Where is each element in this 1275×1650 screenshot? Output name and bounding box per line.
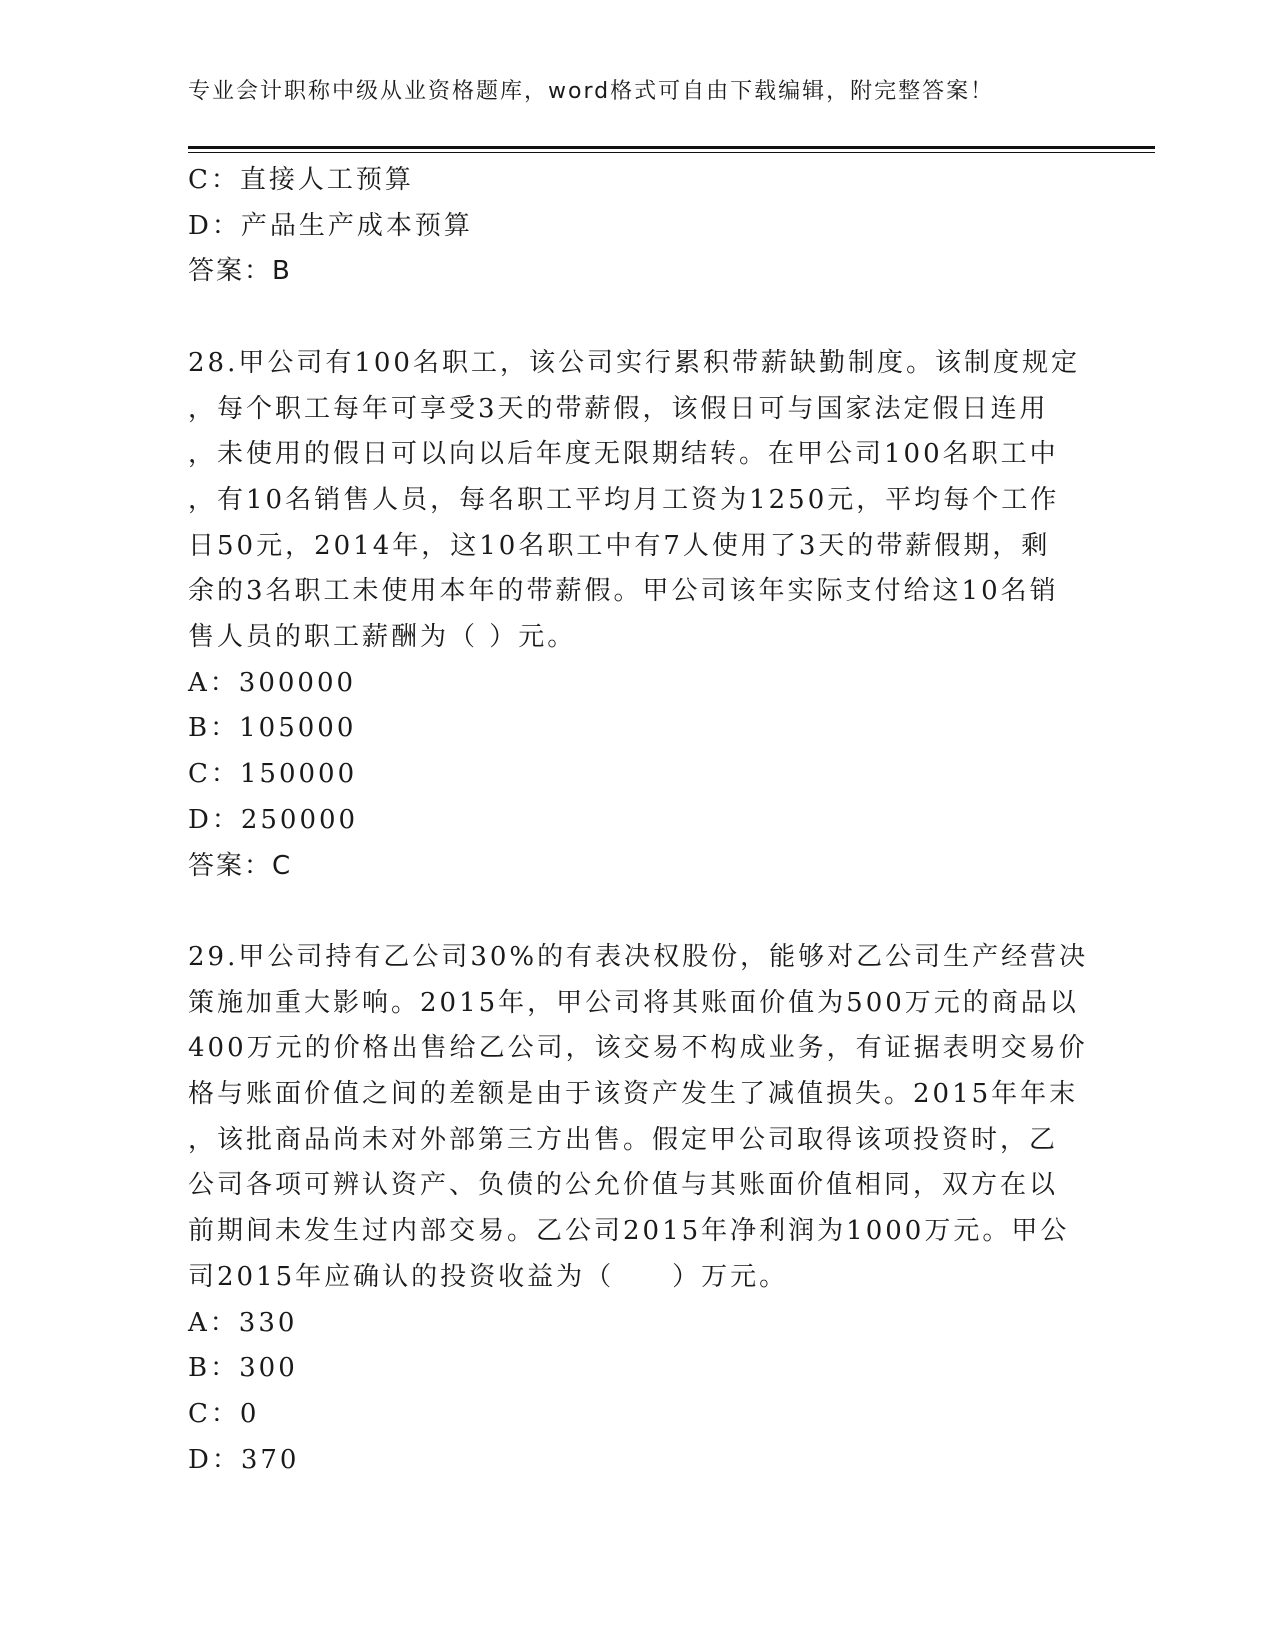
option-d: D：产品生产成本预算	[188, 210, 473, 241]
option-d: D：250000	[188, 804, 359, 835]
question-text-line: ，每个职工每年可享受3天的带薪假，该假日可与国家法定假日连用	[188, 393, 1049, 424]
question-text-line: 格与账面价值之间的差额是由于该资产发生了减值损失。2015年年末	[188, 1079, 1079, 1110]
option-c: C：直接人工预算	[188, 165, 414, 195]
spacer	[188, 889, 1088, 935]
question-28	[188, 341, 1088, 889]
question-text-line: 29.甲公司持有乙公司30%的有表决权股份，能够对乙公司生产经营决	[188, 941, 1089, 972]
question-text-line: 28.甲公司有100名职工，该公司实行累积带薪缺勤制度。该制度规定	[188, 347, 1080, 378]
question-text-line: 公司各项可辨认资产、负债的公允价值与其账面价值相同，双方在以	[188, 1170, 1059, 1201]
spacer	[188, 295, 1088, 341]
header-divider-thin	[188, 152, 1155, 153]
option-c: C：0	[188, 1398, 260, 1429]
answer-line: 答案：B	[188, 256, 292, 287]
question-text-line: 余的3名职工未使用本年的带薪假。甲公司该年实际支付给这10名销	[188, 576, 1059, 607]
option-b: B：300	[188, 1353, 298, 1384]
question-text-line: 400万元的价格出售给乙公司，该交易不构成业务，有证据表明交易价	[188, 1033, 1088, 1064]
question-text-line: 司2015年应确认的投资收益为（ ）万元。	[188, 1261, 789, 1292]
answer-line: 答案：C	[188, 850, 293, 881]
option-a: A：300000	[188, 667, 357, 698]
page-header-title: 专业会计职称中级从业资格题库，word格式可自由下载编辑，附完整答案！	[188, 79, 995, 104]
option-d: D：370	[188, 1444, 300, 1475]
question-text-line: 日50元，2014年，这10名职工中有7人使用了3天的带薪假期，剩	[188, 530, 1051, 561]
header-divider-thick	[188, 146, 1155, 149]
option-a: A：330	[188, 1307, 298, 1338]
question-text-line: 策施加重大影响。2015年，甲公司将其账面价值为500万元的商品以	[188, 987, 1079, 1018]
question-text-line: 售人员的职工薪酬为（ ）元。	[188, 622, 577, 653]
question-29	[188, 935, 1088, 1483]
option-c: C：150000	[188, 759, 358, 790]
document-body	[188, 158, 1088, 1483]
question-text-line: ，未使用的假日可以向以后年度无限期结转。在甲公司100名职工中	[188, 439, 1059, 470]
option-b: B：105000	[188, 713, 357, 744]
question-text-line: ，有10名销售人员，每名职工平均月工资为1250元，平均每个工作	[188, 484, 1060, 515]
question-text-line: 前期间未发生过内部交易。乙公司2015年净利润为1000万元。甲公	[188, 1216, 1070, 1247]
question-text-line: ，该批商品尚未对外部第三方出售。假定甲公司取得该项投资时，乙	[188, 1124, 1059, 1155]
